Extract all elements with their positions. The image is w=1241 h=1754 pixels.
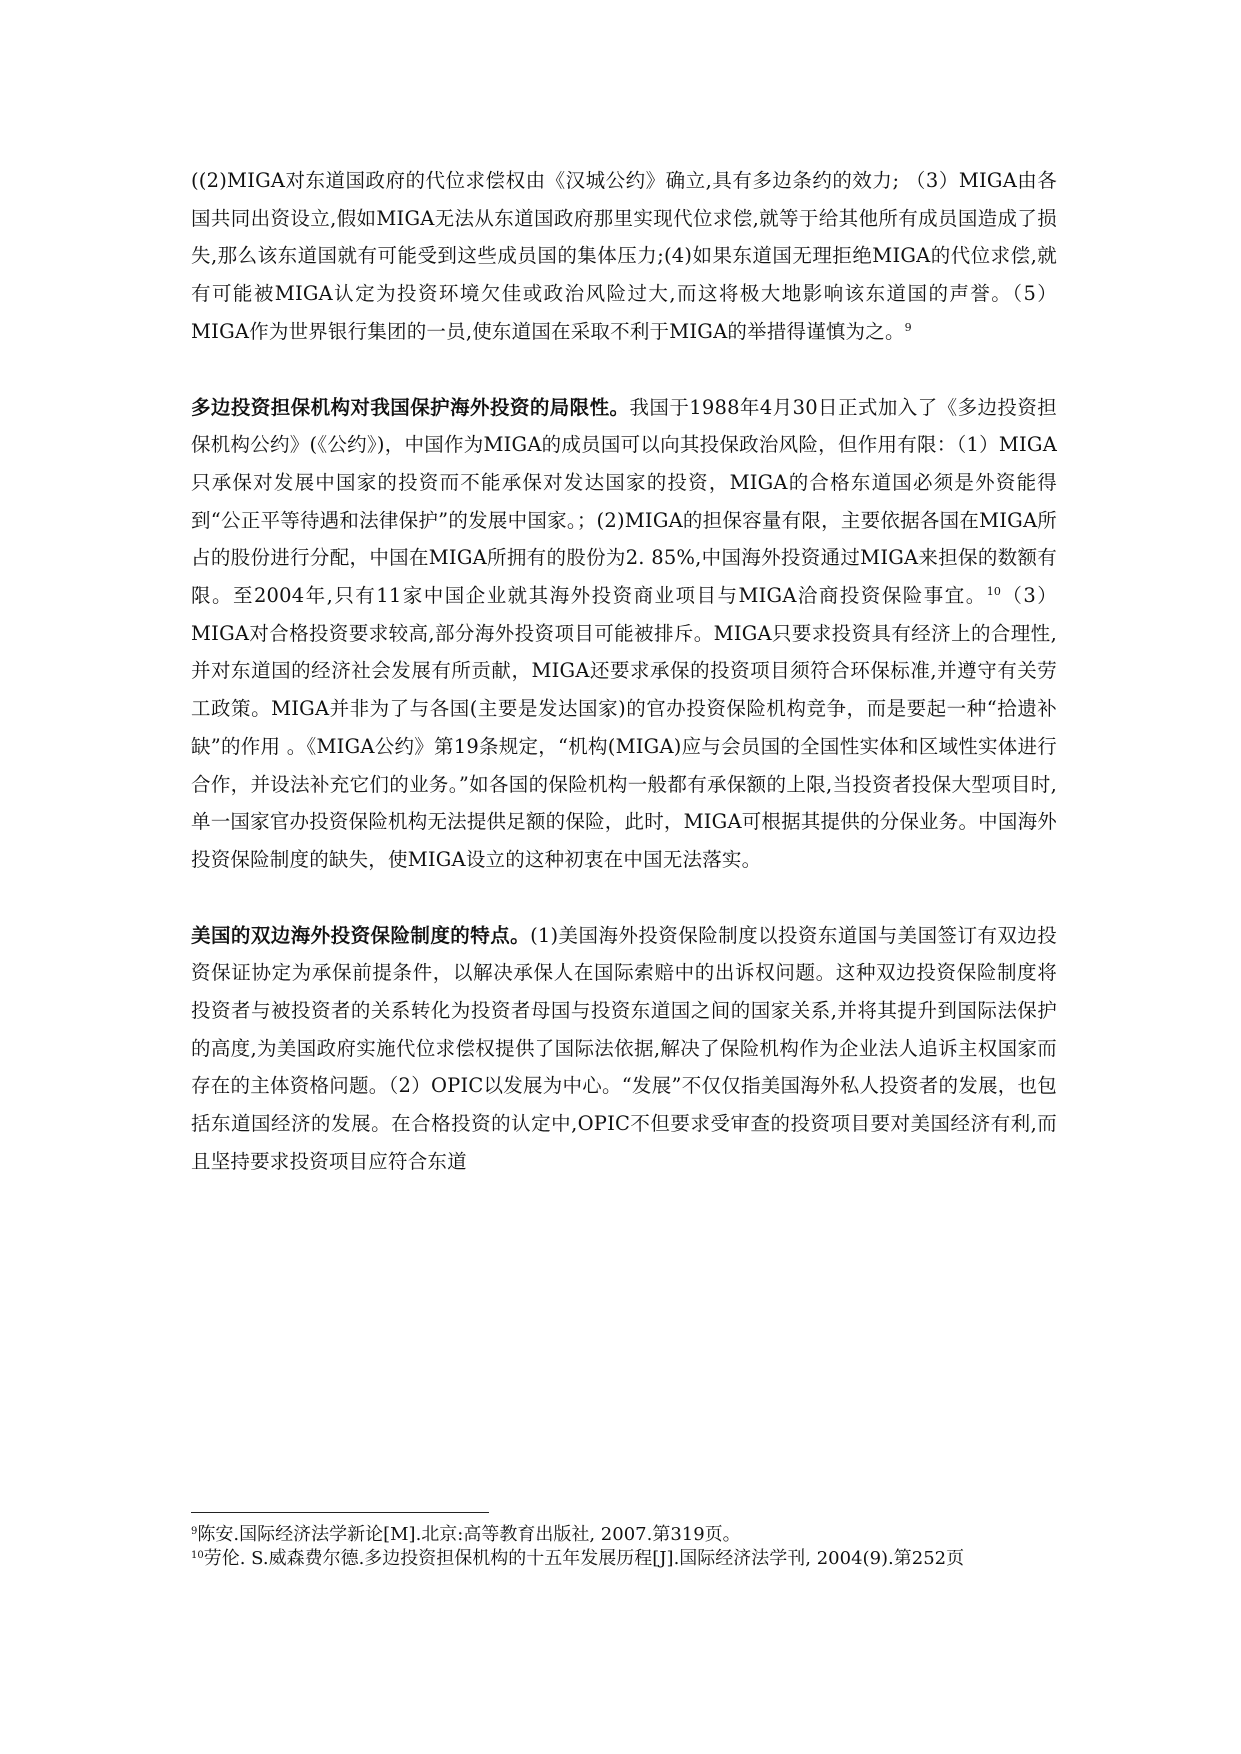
paragraph-text: (1)美国海外投资保险制度以投资东道国与美国签订有双边投资保证协定为承保前提条件，以解决承保人在国际索赔中的出诉权问题。这种双边投资保险制度将投资者与被投资者的关系转化为投资者母国与投资东道国之间的国家关系,并将其提升到国际法保护的高度,为美国政府实施代位求偿权提供了国际法依据,解决了保险机构作为企业法人追诉主权国家而存在的主体资格问题。（2）OPIC以发展为中心。“发展”不仅仅指美国海外私人投资者的发展，也包括东道国经济的发展。在合格投资的认定中,OPIC不但要求受审查的投资项目要对美国经济有利,而且坚持要求投资项目应符合东道 — [191, 923, 1057, 1173]
footnote-mark: 9 — [191, 1526, 198, 1537]
paragraph-heading-miga-limitations: 多边投资担保机构对我国保护海外投资的局限性。 — [191, 395, 630, 419]
footnotes — [191, 1512, 1071, 1571]
paragraph-text-continued: （3）MIGA对合格投资要求较高,部分海外投资项目可能被排斥。MIGA只要求投资具有经济上的合理性,并对东道国的经济社会发展有所贡献，MIGA还要求承保的投资项目须符合环保标准,并遵守有关劳工政策。MIGA并非为了与各国(主要是发达国家)的官办投资保险机构竞争，而是要起一种“拾遗补缺”的作用 。《MIGA公约》第19条规定，“机构(MIGA)应与会员国的全国性实体和区域性实体进行合作，并设法补充它们的业务。”如各国的保险机构一般都有承保额的上限,当投资者投保大型项目时,单一国家官办投资保险机构无法提供足额的保险，此时，MIGA可根据其提供的分保业务。中国海外投资保险制度的缺失，使MIGA设立的这种初衷在中国无法落实。 — [191, 584, 1057, 871]
paragraph-us-insurance — [191, 917, 1057, 1181]
paragraph-text: ((2)MIGA对东道国政府的代位求偿权由《汉城公约》确立,具有多边条约的效力; （3）MIGA由各国共同出资设立,假如MIGA无法从东道国政府那里实现代位求偿,就等于给其他所有成员国造成了损失,那么该东道国就有可能受到这些成员国的集体压力;(4)如果东道国无理拒绝MIGA的代位求偿,就有可能被MIGA认定为投资环境欠佳或政治风险过大,而这将极大地影响该东道国的声誉。（5）MIGA作为世界银行集团的一员,使东道国在采取不利于MIGA的举措得谨慎为之。 — [191, 169, 1057, 343]
paragraph-text: 我国于1988年4月30日正式加入了《多边投资担保机构公约》(《公约》)，中国作为MIGA的成员国可以向其投保政治风险，但作用有限：（1）MIGA只承保对发展中国家的投资而不能承保对发达国家的投资，MIGA的合格东道国必须是外资能得到“公正平等待遇和法律保护”的发展中国家。；(2)MIGA的担保容量有限，主要依据各国在MIGA所占的股份进行分配，中国在MIGA所拥有的股份为2. 85%,中国海外投资通过MIGA来担保的数额有限。至2004年,只有11家中国企业就其海外投资商业项目与MIGA洽商投资保险事宜。 — [191, 395, 1057, 608]
footnote-ref-9: 9 — [904, 320, 912, 334]
footnote-ref-10: 10 — [986, 585, 1002, 599]
footnote-10 — [191, 1547, 1071, 1571]
footnote-mark: 10 — [191, 1550, 204, 1561]
footnote-9 — [191, 1523, 1071, 1547]
body-text — [191, 162, 1057, 1181]
footnote-text: 劳伦. S.威森费尔德.多边投资担保机构的十五年发展历程[J].国际经济法学刊, 2004(9).第252页 — [203, 1548, 965, 1569]
footnote-divider — [191, 1512, 489, 1513]
paragraph-miga-subrogation — [191, 162, 1057, 351]
footnote-text: 陈安.国际经济法学新论[M].北京:高等教育出版社, 2007.第319页。 — [197, 1524, 741, 1545]
paragraph-heading-us-insurance: 美国的双边海外投资保险制度的特点。 — [191, 923, 531, 947]
paragraph-miga-limitations — [191, 389, 1057, 879]
